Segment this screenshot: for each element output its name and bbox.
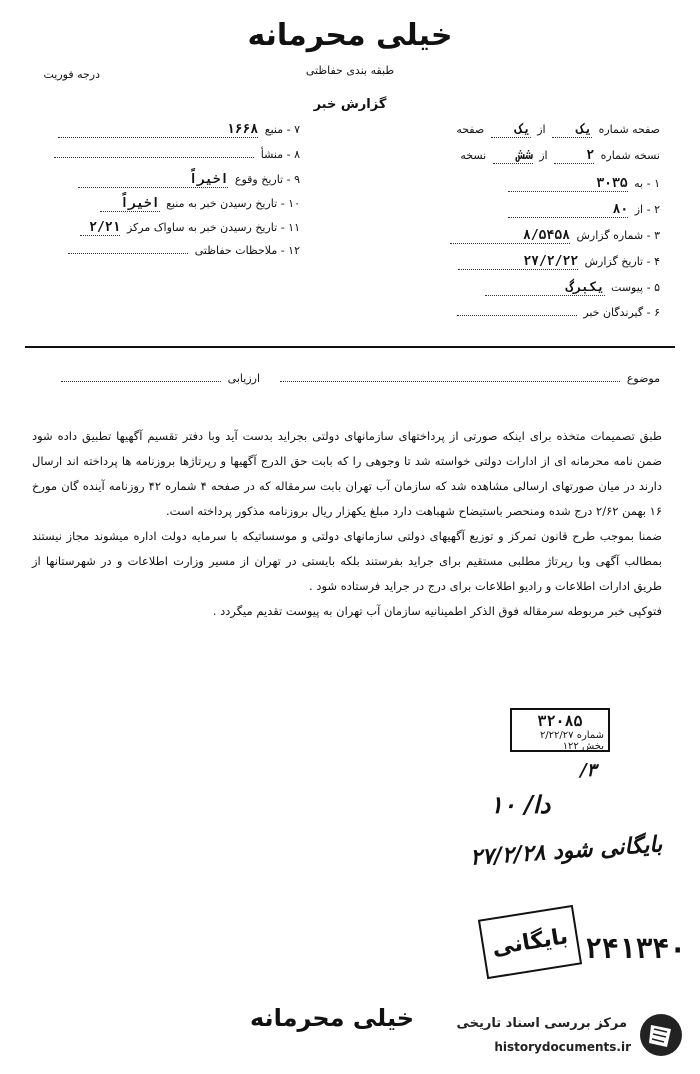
stamp-section-label: بخش [582,741,604,752]
report-title: گزارش خبر [313,97,387,112]
registry-stamp [510,708,610,752]
subject-line: موضوع [277,372,660,385]
document-number: ۲۴۱۳۴۰ [585,932,687,965]
field-copy-number: نسخه شماره ۲ از شش نسخه [460,148,660,163]
field-9-event-date: ۹ - تاریخ وقوع اخیراً [75,172,300,188]
stamp-section-value: ۱۲۲ [562,741,579,752]
field-page-number: صفحه شماره یک از یک صفحه [456,122,660,137]
field-11-center-receipt: ۱۱ - تاریخ رسیدن خبر به ساواک مرکز ۲/۲۱ [77,220,300,236]
classification-footer: خیلی محرمانه [250,1004,415,1032]
watermark-title: مرکز بررسی اسناد تاریخی [456,1016,627,1031]
field-4-report-date: ۴ - تاریخ گزارش ۲۷/۲/۲۲ [455,254,660,270]
field-1-to: ۱ - به ۳۰۳۵ [505,176,660,192]
body-paragraph-1: طبق تصمیمات متخذه برای اینکه صورتی از پرداختهای سازمانهای دولتی بجراید بدست آید وبا دفتر تقسیم آگهیها تطبیق داده شود ضمن نامه محرمانه ای از ادارات دولتی خواسته شد تا وجوهی را که بابت حق الدرج آگهیها و رپرتاژها بروزنامه ها پرداخته اند ارسال دارند در میان صورتهای ارسالی مشاهده شد که سازمان آب تهران بابت سرمقاله که در صفحه ۴ شماره ۴۲ روزنامه آینده گان مورخ ۱۶ بهمن ۲/۶۲ درج شده ومنحصر باستیضاح شهباهت دارد مبلغ یکهزار ریال بروزنامه مذکور پرداخته است. [32,429,662,518]
stamp-date: ۲/۲۲/۲۷ [539,730,574,741]
report-body [32,424,662,624]
stamp-number: ۳۲۰۸۵ [537,712,583,730]
field-2-from: ۲ - از ۸۰ [505,202,660,218]
field-10-source-receipt: ۱۰ - تاریخ رسیدن خبر به منبع اخیراً [97,196,300,212]
handwritten-initials: ۳/ [580,760,597,781]
handwritten-note-1: دا/ ۱۰ [490,790,551,819]
header-divider [25,346,675,348]
stamp-row-label: شماره [576,730,604,741]
priority-label: درجه فوریت [43,68,100,81]
archive-watermark [425,1008,687,1062]
body-paragraph-2: ضمنا بموجب طرح قانون تمرکز و توزیع آگهیهای دولتی سازمانهای دولتی و موسساتیکه با سرمایه دولت اداره میشوند مجاز نیستند بمطالب آگهی وبا رپرتاژ مطلبی مستقیم برای جراید بفرستند بلکه بایستی در تهران از مسیر وزارت اطلاعات و در شهرستانها از طریق ادارات اطلاعات و رادیو اطلاعات برای درج در جراید فرستاده شود . [32,529,662,593]
field-12-security-notes: ۱۲ - ملاحظات حفاظتی [65,244,300,257]
field-8-origin: ۸ - منشأ [51,148,300,161]
handwritten-note-2: بایگانی شود ۲۷/۲/۲۸ [469,831,664,871]
sub-classification: طبقه بندی حفاظتی [305,64,395,77]
watermark-url: historydocuments.ir [494,1040,631,1054]
field-7-source: ۷ - منبع ۱۶۶۸ [55,122,300,138]
field-3-report-number: ۳ - شماره گزارش ۸/۵۴۵۸ [447,228,660,244]
field-5-attachment: ۵ - پیوست یکبرگ [482,280,660,296]
field-6-recipients: ۶ - گیرندگان خبر [454,306,660,319]
archive-logo-icon [637,1011,685,1059]
archive-stamp: بایگانی [478,905,582,979]
classification-header: خیلی محرمانه [247,18,453,53]
evaluation-line: ارزیابی [58,372,260,385]
body-paragraph-3: فتوکپی خبر مربوطه سرمقاله فوق الذکر اطمینانیه سازمان آب تهران به پیوست تقدیم میگردد . [212,604,662,618]
